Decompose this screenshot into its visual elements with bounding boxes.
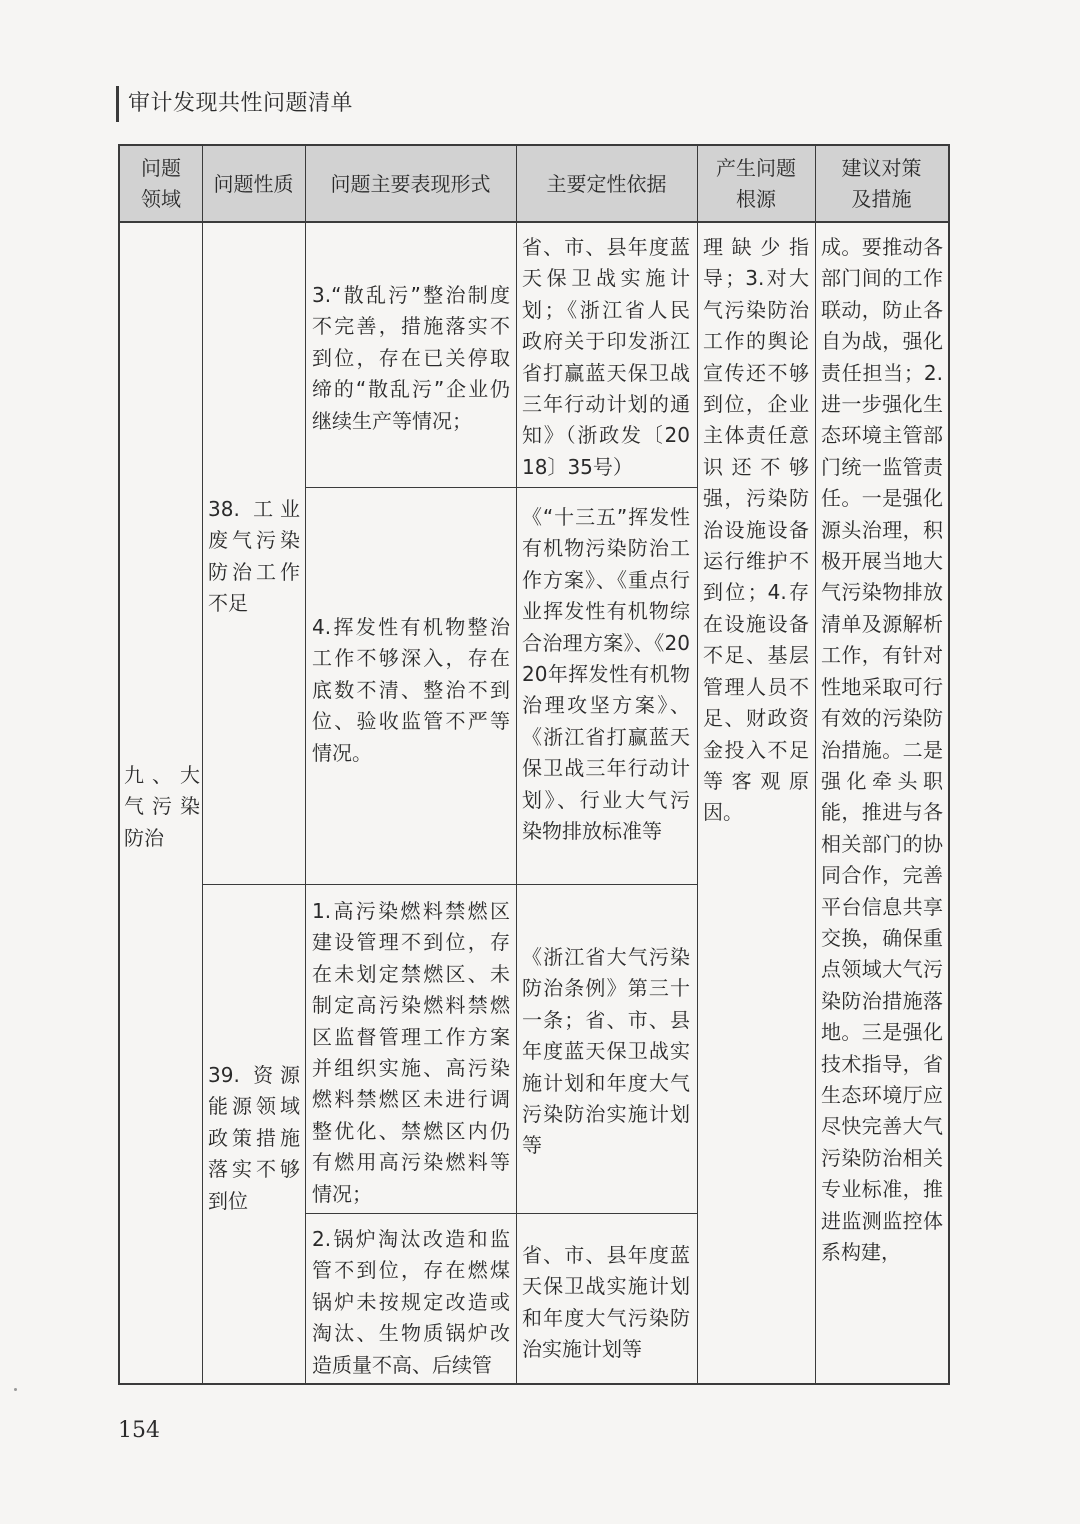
row-rule-form3-form4 (305, 487, 697, 488)
col-rule-4 (697, 144, 698, 1384)
header-advice: 建议对策 及措施 (815, 146, 948, 222)
cell-nature-39: 39. 资源能源领域政策措施落实不够到位 (208, 1063, 300, 1213)
row-rule-39-1-39-2 (305, 1213, 697, 1214)
cell-basis-4: 《“十三五”挥发性有机物污染防治工作方案》、《重点行业挥发性有机物综合治理方案》、《2020年挥发性有机物治理攻坚方案》、《浙江省打赢蓝天保卫战三年行动计划》、行业大气污染物排放标准等 (522, 505, 690, 844)
header-bar (116, 86, 119, 122)
col-rule-5 (815, 144, 816, 1384)
header-basis: 主要定性依据 (516, 146, 697, 222)
cell-form-39-1: 1.高污染燃料禁燃区建设管理不到位，存在未划定禁燃区、未制定高污染燃料禁燃区监督管理工作方案并组织实施、高污染燃料禁燃区未进行调整优化、禁燃区内仍有燃用高污染燃料等情况； (312, 899, 510, 1206)
cell-nature-38: 38. 工业废气污染防治工作不足 (208, 497, 300, 616)
running-header-title: 审计发现共性问题清单 (128, 91, 354, 116)
cell-domain: 九、大气污染防治 (124, 763, 200, 850)
table-border-top (118, 144, 950, 146)
cell-root: 理缺少指导；3.对大气污染防治工作的舆论宣传还不够到位，企业主体责任意识还不够强，污染防治设施设备运行维护不到位；4.存在设施设备不足、基层管理人员不足、财政资金投入不足等客观原因。 (703, 235, 809, 825)
cell-basis-39-2: 省、市、县年度蓝天保卫战实施计划和年度大气污染防治实施计划等 (522, 1243, 690, 1362)
cell-form-39-2: 2.锅炉淘汰改造和监管不到位，存在燃煤锅炉未按规定改造或淘汰、生物质锅炉改造质量不高、后续管 (312, 1227, 510, 1377)
cell-basis-3: 省、市、县年度蓝天保卫战实施计划；《浙江省人民政府关于印发浙江省打赢蓝天保卫战三年行动计划的通知》（浙政发〔2018〕35号） (522, 235, 690, 479)
cell-basis-39-1: 《浙江省大气污染防治条例》第三十一条；省、市、县年度蓝天保卫战实施计划和年度大气污染防治实施计划等 (522, 945, 690, 1158)
col-rule-3 (516, 144, 517, 1384)
header-root: 产生问题 根源 (697, 146, 815, 222)
table-border-bottom (118, 1383, 950, 1385)
col-rule-1 (202, 144, 203, 1384)
cell-advice: 成。要推动各部门间的工作联动，防止各自为战，强化责任担当；2.进一步强化生态环境主管部门统一监管责任。一是强化源头治理，积极开展当地大气污染物排放清单及源解析工作，有针对性地采取可行有效的污染防治措施。二是强化牵头职能，推进与各相关部门的协同合作，完善平台信息共享交换，确保重点领域大气污染防治措施落地。三是强化技术指导，省生态环境厅应尽快完善大气污染防治相关专业标准，推进监测监控体系构建， (821, 235, 943, 1264)
page-number: 154 (118, 1418, 160, 1443)
row-rule-38-39 (202, 884, 697, 885)
table-border-left (118, 144, 120, 1385)
cell-form-3: 3.“散乱污”整治制度不完善，措施落实不到位，存在已关停取缔的“散乱污”企业仍继续生产等情况； (312, 283, 510, 433)
header-nature: 问题性质 (202, 146, 305, 222)
col-rule-2 (305, 144, 306, 1384)
scan-speck (14, 1388, 17, 1391)
table-border-right (948, 144, 950, 1385)
cell-form-4: 4.挥发性有机物整治工作不够深入，存在底数不清、整治不到位、验收监管不严等情况。 (312, 615, 510, 765)
table-header-rule (118, 221, 950, 223)
header-domain: 问题 领域 (120, 146, 202, 222)
header-forms: 问题主要表现形式 (305, 146, 516, 222)
